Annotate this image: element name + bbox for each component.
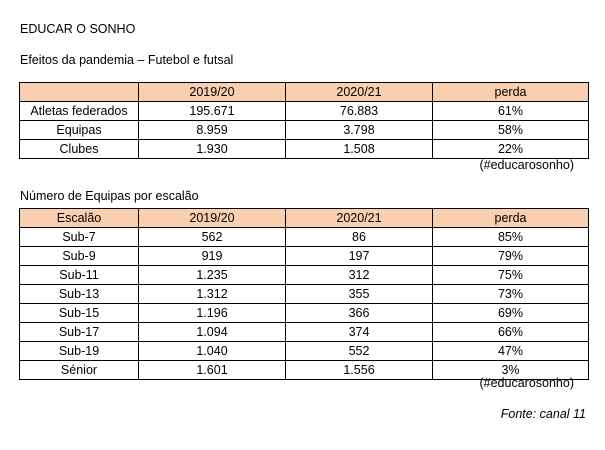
table-cell: 366 <box>286 304 433 323</box>
table-header-row <box>20 209 589 228</box>
table-cell: 562 <box>139 228 286 247</box>
table-cell: Sub-13 <box>20 285 139 304</box>
page-title: EDUCAR O SONHO <box>20 22 136 36</box>
hashtag-note: (#educarosonho) <box>479 158 574 172</box>
teams-by-level-table <box>19 208 589 380</box>
section1-heading: Efeitos da pandemia – Futebol e futsal <box>20 53 234 67</box>
table-cell: 76.883 <box>286 102 433 121</box>
table-cell: 374 <box>286 323 433 342</box>
table-row <box>20 323 589 342</box>
table-row <box>20 304 589 323</box>
table-cell: 75% <box>433 266 589 285</box>
section2-heading: Número de Equipas por escalão <box>20 189 199 203</box>
column-header: 2019/20 <box>139 209 286 228</box>
table-cell: Sub-7 <box>20 228 139 247</box>
table-cell: 552 <box>286 342 433 361</box>
table-cell: 1.235 <box>139 266 286 285</box>
table-row <box>20 342 589 361</box>
table-cell: 1.196 <box>139 304 286 323</box>
hashtag-note: (#educarosonho) <box>479 376 574 390</box>
table-cell: 1.601 <box>139 361 286 380</box>
table-cell: 73% <box>433 285 589 304</box>
table-cell: 355 <box>286 285 433 304</box>
table-cell: Sub-17 <box>20 323 139 342</box>
table-cell: 61% <box>433 102 589 121</box>
column-header <box>20 83 139 102</box>
table-cell: 85% <box>433 228 589 247</box>
table-cell: 69% <box>433 304 589 323</box>
table-row <box>20 247 589 266</box>
source-credit: Fonte: canal 11 <box>500 407 586 421</box>
table-cell: 3% <box>433 361 589 380</box>
table-cell: 66% <box>433 323 589 342</box>
table-cell: 919 <box>139 247 286 266</box>
table-cell: Atletas federados <box>20 102 139 121</box>
table-cell: Sub-15 <box>20 304 139 323</box>
table-row <box>20 228 589 247</box>
table-cell: Sénior <box>20 361 139 380</box>
table-row <box>20 102 589 121</box>
pandemic-effects-table <box>19 82 589 159</box>
table-cell: Clubes <box>20 140 139 159</box>
table-row <box>20 285 589 304</box>
column-header: perda <box>433 83 589 102</box>
table-cell: Sub-19 <box>20 342 139 361</box>
table-cell: 79% <box>433 247 589 266</box>
table-cell: 312 <box>286 266 433 285</box>
table-cell: 195.671 <box>139 102 286 121</box>
table-cell: Sub-11 <box>20 266 139 285</box>
column-header: Escalão <box>20 209 139 228</box>
table-cell: 86 <box>286 228 433 247</box>
table-cell: 1.556 <box>286 361 433 380</box>
table-header-row <box>20 83 589 102</box>
table-cell: 8.959 <box>139 121 286 140</box>
table-cell: 1.312 <box>139 285 286 304</box>
table-row <box>20 121 589 140</box>
table-cell: 1.094 <box>139 323 286 342</box>
table-cell: 1.508 <box>286 140 433 159</box>
table-cell: Equipas <box>20 121 139 140</box>
column-header: 2019/20 <box>139 83 286 102</box>
table-cell: 197 <box>286 247 433 266</box>
table-cell: 1.930 <box>139 140 286 159</box>
column-header: 2020/21 <box>286 83 433 102</box>
column-header: 2020/21 <box>286 209 433 228</box>
table-row <box>20 140 589 159</box>
table-cell: 22% <box>433 140 589 159</box>
table-cell: Sub-9 <box>20 247 139 266</box>
table-cell: 58% <box>433 121 589 140</box>
column-header: perda <box>433 209 589 228</box>
table-row <box>20 266 589 285</box>
table-cell: 1.040 <box>139 342 286 361</box>
table-cell: 47% <box>433 342 589 361</box>
table-cell: 3.798 <box>286 121 433 140</box>
